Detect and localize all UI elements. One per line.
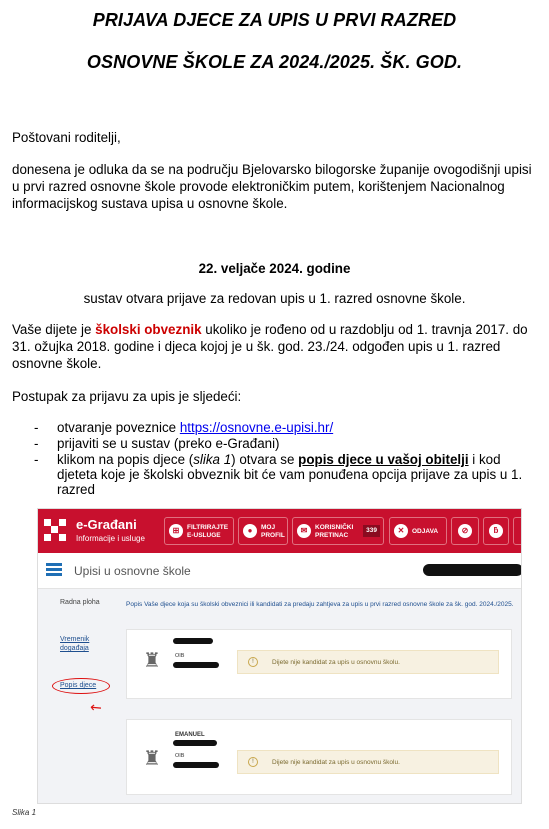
egradjani-topbar <box>38 509 522 553</box>
info-icon: ! <box>248 657 258 667</box>
greeting: Poštovani roditelji, <box>12 130 121 145</box>
user-icon: ● <box>243 524 257 538</box>
page-title: Upisi u osnovne škole <box>74 564 191 578</box>
notice-text: Dijete nije kandidat za upis u osnovnu školu. <box>272 759 400 766</box>
profile-button[interactable] <box>238 517 288 545</box>
document-title-line1: PRIJAVA DJECE ZA UPIS U PRVI RAZRED <box>92 10 457 30</box>
sidebar-item-timeline[interactable]: Vremenik događaja <box>60 636 90 652</box>
filter-services-button[interactable] <box>164 517 234 545</box>
status-notice <box>237 750 499 774</box>
sidebar-item-children[interactable]: Popis djece <box>60 682 97 689</box>
bullet-1 <box>57 420 542 435</box>
menu-icon[interactable] <box>46 563 62 577</box>
notice-text: Dijete nije kandidat za upis u osnovnu školu. <box>272 659 400 666</box>
bullet-3-pre: klikom na popis djece ( <box>57 452 194 467</box>
bullet-3-bold: popis djece u vašoj obitelji <box>298 452 469 467</box>
person-icon: ♜ <box>143 748 161 770</box>
arrow-icon: ↖ <box>85 697 106 718</box>
redacted-oib <box>173 662 219 668</box>
close-icon: ✕ <box>394 524 408 538</box>
filter-icon: ⊞ <box>169 524 183 538</box>
sidebar-item-home[interactable]: Radna ploha <box>60 599 100 606</box>
bullet-1-text: otvaranje poveznice <box>57 420 180 435</box>
logout-label: ODJAVA <box>412 528 439 535</box>
bullet-3-post: i kod djeteta koje je školski obveznik bit će vam ponuđena opcija prijave za upis u 1. razred <box>57 452 523 497</box>
bullet-3 <box>57 452 542 497</box>
child-card <box>126 719 512 795</box>
figure-screenshot <box>37 508 522 804</box>
child-card <box>126 629 512 699</box>
bullet-marker: - <box>34 452 39 467</box>
inbox-button[interactable] <box>292 517 384 545</box>
procedure-intro: Postupak za prijavu za upis je sljedeći: <box>12 389 242 404</box>
date-line: 22. veljače 2024. godine <box>198 261 351 276</box>
obligation-post: ukoliko je rođeno od u razdoblju od 1. travnja 2017. do 31. ožujka 2018. godine i djeca kojoj je u šk. god. 23./24. odgođen upis u 1. razred osnovne škole. <box>12 322 528 371</box>
egradjani-logo-icon <box>44 519 66 541</box>
inbox-count-badge: 339 <box>363 525 380 537</box>
eye-slash-icon: ⊘ <box>458 524 472 538</box>
brand-subtitle: Informacije i usluge <box>76 534 145 543</box>
filter-label: FILTRIRAJTE E-USLUGE <box>187 524 229 539</box>
logout-button[interactable] <box>389 517 447 545</box>
child-name: EMANUEL <box>175 732 205 738</box>
obligation-highlight: školski obveznik <box>95 322 202 337</box>
accessibility-button[interactable] <box>451 517 479 545</box>
upisi-link[interactable]: https://osnovne.e-upisi.hr/ <box>179 420 334 435</box>
obligation-pre: Vaše dijete je <box>12 322 96 337</box>
sidebar <box>38 589 118 804</box>
inbox-label: KORISNIČKI PRETINAC <box>315 524 354 539</box>
figure-caption: Slika 1 <box>12 808 37 817</box>
redacted-oib <box>173 762 219 768</box>
bullet-2: prijaviti se u sustav (preko e-Građani) <box>57 436 280 451</box>
bullet-3-italic: slika 1 <box>193 452 232 467</box>
redacted-username <box>423 564 522 576</box>
info-icon: ! <box>248 757 258 767</box>
bullet-marker: - <box>34 420 39 435</box>
bullet-3-mid: ) otvara se <box>231 452 299 467</box>
oib-label: OIB <box>175 653 185 659</box>
font-button[interactable] <box>483 517 509 545</box>
intro-paragraph: donesena je odluka da se na području Bjelovarsko bilogorske županije ovogodišnji upisi u prvi razred osnovne škole provode elektroničkim putem, korištenjem Nacionalnog informacijskog sustava upisa u osnovne škole. <box>12 162 532 211</box>
page-header <box>38 553 522 589</box>
document-title-line2: OSNOVNE ŠKOLE ZA 2024./2025. ŠK. GOD. <box>86 52 463 72</box>
status-notice <box>237 650 499 674</box>
highlight-circle <box>52 678 110 694</box>
text-size-button[interactable] <box>513 517 522 545</box>
font-icon: ƃ <box>489 524 503 538</box>
list-heading: Popis Vaše djece koja su školski obveznici ili kandidati za predaju zahtjeva za upis u prvi razred osnovne škole za šk. god. 2024./2025. <box>126 601 514 608</box>
redacted-surname <box>173 740 217 746</box>
brand-name: e-Građani <box>76 517 137 532</box>
inbox-icon: ✉ <box>297 524 311 538</box>
bullet-marker: - <box>34 436 39 451</box>
oib-label: OIB <box>175 753 185 759</box>
redacted-name <box>173 638 213 644</box>
system-line: sustav otvara prijave za redovan upis u 1. razred osnovne škole. <box>83 291 466 306</box>
obligation-paragraph <box>12 321 540 372</box>
profile-label: MOJ PROFIL <box>261 524 285 539</box>
person-icon: ♜ <box>143 650 161 672</box>
